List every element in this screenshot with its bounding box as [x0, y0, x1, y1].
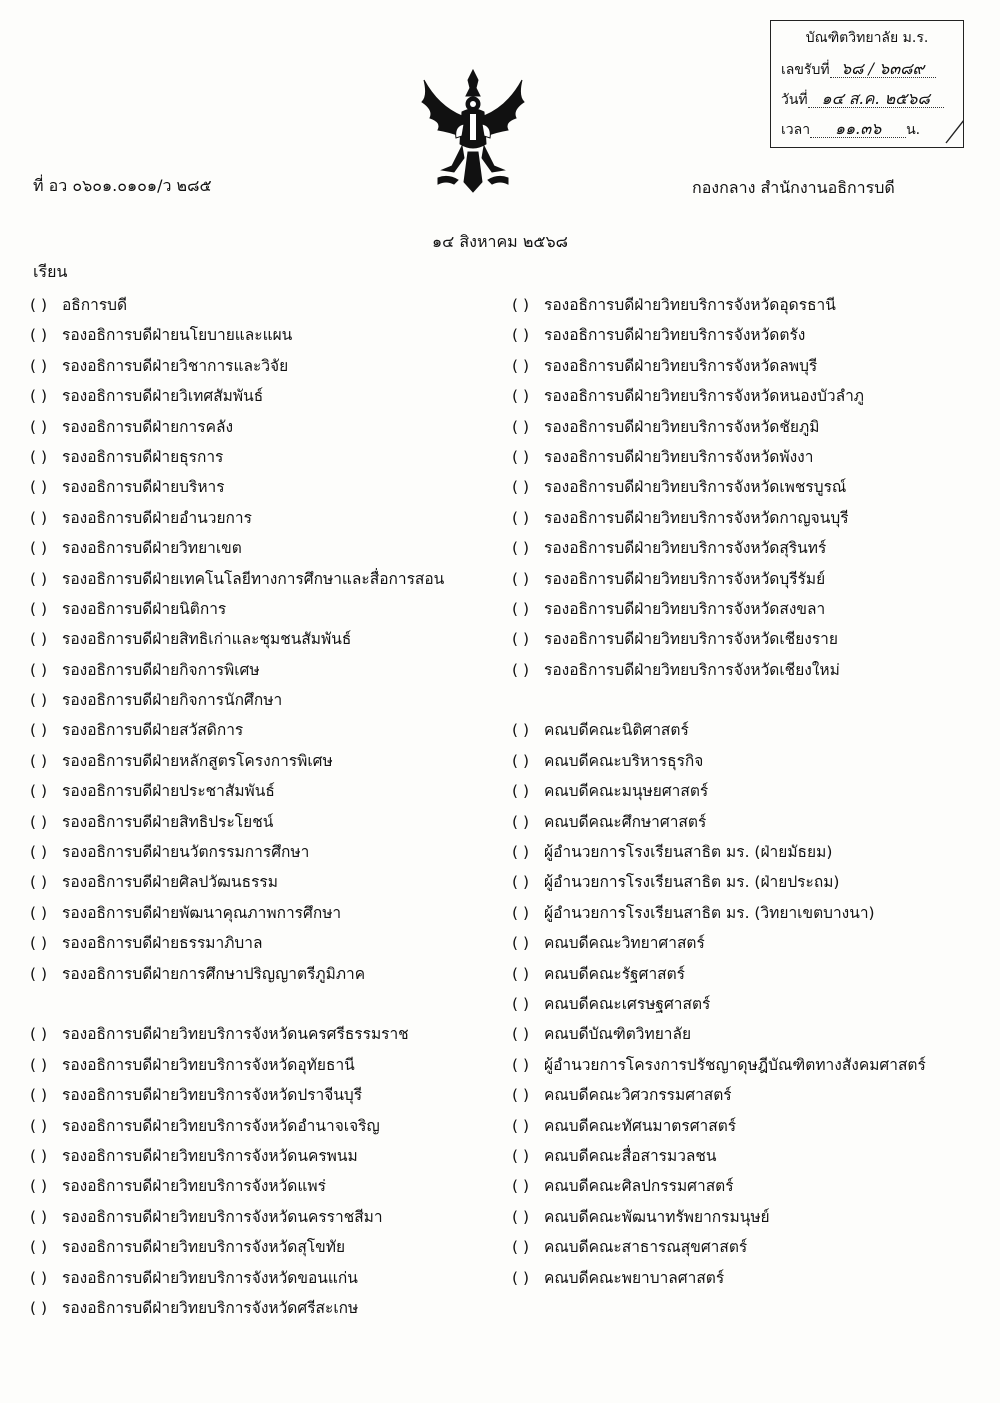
recipient-label: รองอธิการบดีฝ่ายวิทยบริการจังหวัดตรัง — [544, 326, 806, 345]
recipient-checkbox-mark: ( ) — [30, 1268, 48, 1287]
recipient-label: คณบดีบัณฑิตวิทยาลัย — [544, 1025, 692, 1044]
recipient-checkbox-mark: ( ) — [30, 934, 48, 953]
stamp-time-label: เวลา — [781, 122, 811, 138]
stamp-date-label: วันที่ — [781, 92, 808, 108]
recipient-checkbox-mark: ( ) — [30, 326, 48, 345]
recipient-checkbox-mark: ( ) — [512, 994, 530, 1013]
recipient-item — [30, 442, 500, 472]
recipient-item — [30, 503, 500, 533]
recipient-checkbox-mark: ( ) — [30, 751, 48, 770]
recipient-checkbox-mark: ( ) — [512, 478, 530, 497]
recipient-checkbox-mark: ( ) — [512, 1268, 530, 1287]
recipient-label: คณบดีคณะรัฐศาสตร์ — [544, 964, 685, 983]
recipient-label: รองอธิการบดีฝ่ายนิติการ — [62, 599, 227, 618]
recipient-checkbox-mark: ( ) — [30, 296, 48, 314]
recipient-checkbox-mark: ( ) — [30, 903, 48, 922]
recipient-item — [512, 624, 982, 654]
recipient-item — [30, 1111, 500, 1141]
recipient-checkbox-mark: ( ) — [512, 630, 530, 649]
recipient-label: รองอธิการบดีฝ่ายวิทยบริการจังหวัดนครศรีธรรมราช — [62, 1025, 409, 1044]
recipient-label: รองอธิการบดีฝ่ายวิทยบริการจังหวัดกาญจนบุรี — [544, 508, 849, 527]
recipient-checkbox-mark: ( ) — [512, 1025, 530, 1044]
recipient-item — [512, 837, 982, 867]
recipient-label: คณบดีคณะศิลปกรรมศาสตร์ — [544, 1177, 734, 1196]
recipient-checkbox-mark: ( ) — [30, 630, 48, 649]
recipient-label: รองอธิการบดีฝ่ายวิทยบริการจังหวัดชัยภูมิ — [544, 417, 820, 436]
recipient-item — [512, 1141, 982, 1171]
recipient-label: คณบดีคณะบริหารธุรกิจ — [544, 751, 704, 770]
recipients-left-column — [30, 290, 500, 1323]
recipient-checkbox-mark: ( ) — [30, 660, 48, 679]
recipient-label: รองอธิการบดีฝ่ายวิทยบริการจังหวัดอำนาจเจริญ — [62, 1116, 380, 1135]
recipient-item — [30, 594, 500, 624]
recipient-checkbox-mark: ( ) — [512, 1146, 530, 1165]
recipient-item — [512, 472, 982, 502]
recipient-checkbox-mark: ( ) — [30, 387, 48, 406]
recipient-checkbox-mark: ( ) — [512, 873, 530, 892]
recipient-label: รองอธิการบดีฝ่ายนวัตกรรมการศึกษา — [62, 843, 310, 862]
document-number: ที่ อว ๐๖๐๑.๐๑๐๑/ว ๒๘๕ — [33, 176, 212, 195]
recipient-item — [512, 807, 982, 837]
recipients-right-column — [512, 290, 982, 1293]
recipient-checkbox-mark: ( ) — [30, 1146, 48, 1165]
recipient-checkbox-mark: ( ) — [30, 964, 48, 983]
recipient-label: รองอธิการบดีฝ่ายกิจการพิเศษ — [62, 660, 260, 679]
recipient-checkbox-mark: ( ) — [512, 296, 530, 314]
recipient-checkbox-mark: ( ) — [512, 812, 530, 831]
recipient-item — [512, 320, 982, 350]
recipient-item — [30, 1232, 500, 1262]
recipient-item — [512, 412, 982, 442]
recipient-item — [30, 928, 500, 958]
recipient-item — [512, 746, 982, 776]
recipient-checkbox-mark: ( ) — [30, 1116, 48, 1135]
recipient-label: ผู้อำนวยการโรงเรียนสาธิต มร. (วิทยาเขตบางนา) — [544, 903, 875, 922]
stamp-time-unit: น. — [906, 122, 921, 138]
recipient-checkbox-mark: ( ) — [512, 660, 530, 679]
stamp-receipt-label: เลขรับที่ — [781, 62, 830, 78]
recipient-item — [30, 290, 500, 320]
recipient-checkbox-mark: ( ) — [512, 843, 530, 862]
recipient-checkbox-mark: ( ) — [512, 447, 530, 466]
recipient-item — [30, 959, 500, 989]
recipient-label: คณบดีคณะสาธารณสุขศาสตร์ — [544, 1238, 748, 1257]
recipient-checkbox-mark: ( ) — [30, 1238, 48, 1257]
recipient-label: รองอธิการบดีฝ่ายวิทยบริการจังหวัดนครพนม — [62, 1146, 358, 1165]
recipient-label: อธิการบดี — [62, 296, 128, 314]
recipient-item — [30, 898, 500, 928]
recipient-checkbox-mark: ( ) — [512, 1207, 530, 1226]
recipient-label: คณบดีคณะมนุษยศาสตร์ — [544, 782, 709, 801]
recipient-label: คณบดีคณะพยาบาลศาสตร์ — [544, 1268, 725, 1287]
recipient-label: รองอธิการบดีฝ่ายพัฒนาคุณภาพการศึกษา — [62, 903, 342, 922]
recipient-item — [30, 1141, 500, 1171]
recipient-item — [30, 533, 500, 563]
recipient-label: คณบดีคณะทัศนมาตรศาสตร์ — [544, 1116, 737, 1135]
recipient-item — [30, 1050, 500, 1080]
recipient-label: คณบดีคณะวิศวกรรมศาสตร์ — [544, 1086, 732, 1105]
recipient-checkbox-mark: ( ) — [30, 478, 48, 497]
recipient-checkbox-mark: ( ) — [30, 1025, 48, 1044]
recipient-label: รองอธิการบดีฝ่ายวิทยบริการจังหวัดลพบุรี — [544, 356, 818, 375]
recipient-label: รองอธิการบดีฝ่ายวิทยบริการจังหวัดสงขลา — [544, 599, 826, 618]
recipient-label: รองอธิการบดีฝ่ายวิทยบริการจังหวัดหนองบัวลำภู — [544, 387, 865, 406]
recipient-item — [512, 503, 982, 533]
recipient-item — [30, 1202, 500, 1232]
recipient-item — [30, 655, 500, 685]
recipient-label: รองอธิการบดีฝ่ายอำนวยการ — [62, 508, 252, 527]
recipient-label: รองอธิการบดีฝ่ายสิทธิเก่าและชุมชนสัมพันธ์ — [62, 630, 352, 649]
recipient-checkbox-mark: ( ) — [512, 964, 530, 983]
recipient-checkbox-mark: ( ) — [30, 843, 48, 862]
recipient-item — [512, 381, 982, 411]
recipient-checkbox-mark: ( ) — [30, 782, 48, 801]
recipient-checkbox-mark: ( ) — [30, 447, 48, 466]
recipient-item — [512, 594, 982, 624]
recipient-label: รองอธิการบดีฝ่ายประชาสัมพันธ์ — [62, 782, 275, 801]
recipient-item — [30, 472, 500, 502]
recipient-label: คณบดีคณะศึกษาศาสตร์ — [544, 812, 707, 831]
recipient-checkbox-mark: ( ) — [512, 356, 530, 375]
recipient-label: คณบดีคณะวิทยาศาสตร์ — [544, 934, 705, 953]
recipient-label: รองอธิการบดีฝ่ายวิทยบริการจังหวัดบุรีรัมย์ — [544, 569, 826, 588]
recipient-item — [30, 624, 500, 654]
recipient-item — [512, 1080, 982, 1110]
recipient-item — [30, 807, 500, 837]
recipient-checkbox-mark: ( ) — [512, 539, 530, 558]
document-date: ๑๔ สิงหาคม ๒๕๖๘ — [432, 232, 568, 251]
recipient-label: รองอธิการบดีฝ่ายวิทยบริการจังหวัดเชียงราย — [544, 630, 838, 649]
recipient-item — [512, 898, 982, 928]
recipient-label: รองอธิการบดีฝ่ายกิจการนักศึกษา — [62, 691, 283, 710]
recipient-checkbox-mark: ( ) — [512, 721, 530, 740]
recipient-item — [512, 1232, 982, 1262]
recipient-label: รองอธิการบดีฝ่ายวิทยบริการจังหวัดเชียงใหม่ — [544, 660, 840, 679]
recipient-item — [30, 320, 500, 350]
recipient-checkbox-mark: ( ) — [512, 751, 530, 770]
receipt-stamp — [770, 20, 964, 148]
issuing-office: กองกลาง สำนักงานอธิการบดี — [692, 178, 895, 197]
recipient-checkbox-mark: ( ) — [30, 691, 48, 710]
recipient-checkbox-mark: ( ) — [30, 417, 48, 436]
recipient-label: ผู้อำนวยการโรงเรียนสาธิต มร. (ฝ่ายมัธยม) — [544, 843, 833, 862]
recipient-label: รองอธิการบดีฝ่ายการคลัง — [62, 417, 234, 436]
recipient-item — [512, 564, 982, 594]
recipient-label: รองอธิการบดีฝ่ายสิทธิประโยชน์ — [62, 812, 274, 831]
recipient-checkbox-mark: ( ) — [512, 782, 530, 801]
recipient-label: รองอธิการบดีฝ่ายนโยบายและแผน — [62, 326, 293, 345]
recipient-checkbox-mark: ( ) — [512, 599, 530, 618]
recipient-label: รองอธิการบดีฝ่ายบริหาร — [62, 478, 225, 497]
recipient-item — [512, 533, 982, 563]
recipient-checkbox-mark: ( ) — [30, 1177, 48, 1196]
recipient-checkbox-mark: ( ) — [512, 1177, 530, 1196]
recipient-label: รองอธิการบดีฝ่ายศิลปวัฒนธรรม — [62, 873, 278, 892]
recipient-item — [512, 1019, 982, 1049]
recipient-item — [512, 989, 982, 1019]
recipient-checkbox-mark: ( ) — [512, 417, 530, 436]
recipient-item — [512, 928, 982, 958]
recipient-label: รองอธิการบดีฝ่ายวิเทศสัมพันธ์ — [62, 387, 264, 406]
salutation: เรียน — [33, 262, 68, 281]
recipient-label: คณบดีคณะเศรษฐศาสตร์ — [544, 994, 711, 1013]
recipient-item — [30, 776, 500, 806]
recipient-label: รองอธิการบดีฝ่ายวิทยบริการจังหวัดสุรินทร์ — [544, 539, 827, 558]
recipient-checkbox-mark: ( ) — [30, 1086, 48, 1105]
recipient-label: ผู้อำนวยการโครงการปรัชญาดุษฎีบัณฑิตทางสังคมศาสตร์ — [544, 1055, 926, 1074]
recipient-label: รองอธิการบดีฝ่ายวิทยบริการจังหวัดขอนแก่น — [62, 1268, 358, 1287]
recipient-label: ผู้อำนวยการโรงเรียนสาธิต มร. (ฝ่ายประถม) — [544, 873, 840, 892]
recipient-label: คณบดีคณะนิติศาสตร์ — [544, 721, 689, 740]
stamp-title: บัณฑิตวิทยาลัย ม.ร. — [805, 30, 929, 46]
recipient-item — [512, 1263, 982, 1293]
recipient-item — [512, 1111, 982, 1141]
recipient-item — [30, 1293, 500, 1323]
recipient-item — [512, 776, 982, 806]
recipient-label: รองอธิการบดีฝ่ายวิทยบริการจังหวัดอุทัยธานี — [62, 1055, 355, 1074]
recipient-label: รองอธิการบดีฝ่ายวิทยบริการจังหวัดแพร่ — [62, 1177, 326, 1196]
recipient-label: รองอธิการบดีฝ่ายวิชาการและวิจัย — [62, 356, 289, 375]
recipient-item — [30, 1080, 500, 1110]
recipient-checkbox-mark: ( ) — [30, 873, 48, 892]
recipient-label: คณบดีคณะสื่อสารมวลชน — [544, 1146, 717, 1165]
recipient-checkbox-mark: ( ) — [512, 387, 530, 406]
recipient-item — [30, 685, 500, 715]
recipient-checkbox-mark: ( ) — [512, 326, 530, 345]
stamp-time-value: ๑๑.๓๖ — [810, 121, 906, 138]
recipient-item — [512, 1171, 982, 1201]
recipient-label: รองอธิการบดีฝ่ายวิทยบริการจังหวัดพังงา — [544, 447, 814, 466]
recipient-item — [30, 1263, 500, 1293]
recipient-label: รองอธิการบดีฝ่ายวิทยบริการจังหวัดนครราชสีมา — [62, 1207, 383, 1226]
recipient-label: รองอธิการบดีฝ่ายการศึกษาปริญญาตรีภูมิภาค — [62, 964, 366, 983]
recipient-item — [512, 655, 982, 685]
recipient-item — [512, 867, 982, 897]
recipient-item — [30, 351, 500, 381]
recipient-checkbox-mark: ( ) — [512, 934, 530, 953]
stamp-tick-mark — [770, 20, 964, 148]
recipient-item — [30, 715, 500, 745]
recipient-item — [30, 837, 500, 867]
recipient-label: รองอธิการบดีฝ่ายวิทยาเขต — [62, 539, 242, 558]
recipient-item — [30, 564, 500, 594]
recipient-label: รองอธิการบดีฝ่ายเทคโนโลยีทางการศึกษาและสื่อการสอน — [62, 569, 445, 588]
recipient-checkbox-mark: ( ) — [30, 539, 48, 558]
recipient-checkbox-mark: ( ) — [512, 1055, 530, 1074]
recipient-checkbox-mark: ( ) — [512, 1086, 530, 1105]
recipient-item — [512, 959, 982, 989]
garuda-emblem-icon — [418, 66, 528, 194]
recipient-checkbox-mark: ( ) — [30, 599, 48, 618]
recipient-checkbox-mark: ( ) — [30, 508, 48, 527]
recipient-label: รองอธิการบดีฝ่ายวิทยบริการจังหวัดเพชรบูรณ์ — [544, 478, 847, 497]
recipient-checkbox-mark: ( ) — [30, 721, 48, 740]
recipient-item — [512, 1050, 982, 1080]
recipient-checkbox-mark: ( ) — [30, 1298, 48, 1317]
recipient-item — [512, 442, 982, 472]
recipient-checkbox-mark: ( ) — [30, 569, 48, 588]
recipient-item — [30, 381, 500, 411]
recipient-checkbox-mark: ( ) — [512, 1238, 530, 1257]
recipient-checkbox-mark: ( ) — [30, 1207, 48, 1226]
recipient-label: คณบดีคณะพัฒนาทรัพยากรมนุษย์ — [544, 1207, 770, 1226]
recipient-label: รองอธิการบดีฝ่ายสวัสดิการ — [62, 721, 244, 740]
recipient-label: รองอธิการบดีฝ่ายธรรมาภิบาล — [62, 934, 263, 953]
recipient-label: รองอธิการบดีฝ่ายธุรการ — [62, 447, 224, 466]
recipient-checkbox-mark: ( ) — [512, 903, 530, 922]
recipient-checkbox-mark: ( ) — [512, 1116, 530, 1135]
recipient-label: รองอธิการบดีฝ่ายหลักสูตรโครงการพิเศษ — [62, 751, 333, 770]
recipient-label: รองอธิการบดีฝ่ายวิทยบริการจังหวัดศรีสะเกษ — [62, 1298, 359, 1317]
recipient-item — [512, 715, 982, 745]
stamp-receipt-number: ๖๘ / ๖๓๘๙ — [830, 61, 936, 78]
recipient-item — [512, 290, 982, 320]
recipient-checkbox-mark: ( ) — [512, 569, 530, 588]
recipient-item — [512, 351, 982, 381]
recipient-item — [30, 1019, 500, 1049]
recipient-item — [30, 746, 500, 776]
recipient-checkbox-mark: ( ) — [30, 356, 48, 375]
recipient-checkbox-mark: ( ) — [30, 812, 48, 831]
recipient-checkbox-mark: ( ) — [30, 1055, 48, 1074]
recipient-label: รองอธิการบดีฝ่ายวิทยบริการจังหวัดปราจีนบุรี — [62, 1086, 363, 1105]
recipient-item — [512, 1202, 982, 1232]
recipient-item — [30, 412, 500, 442]
recipient-label: รองอธิการบดีฝ่ายวิทยบริการจังหวัดอุดรธานี — [544, 296, 836, 314]
recipient-label: รองอธิการบดีฝ่ายวิทยบริการจังหวัดสุโขทัย — [62, 1238, 346, 1257]
recipient-item — [30, 867, 500, 897]
recipient-item — [30, 1171, 500, 1201]
stamp-date-value: ๑๔ ส.ค. ๒๕๖๘ — [808, 91, 944, 108]
recipient-checkbox-mark: ( ) — [512, 508, 530, 527]
